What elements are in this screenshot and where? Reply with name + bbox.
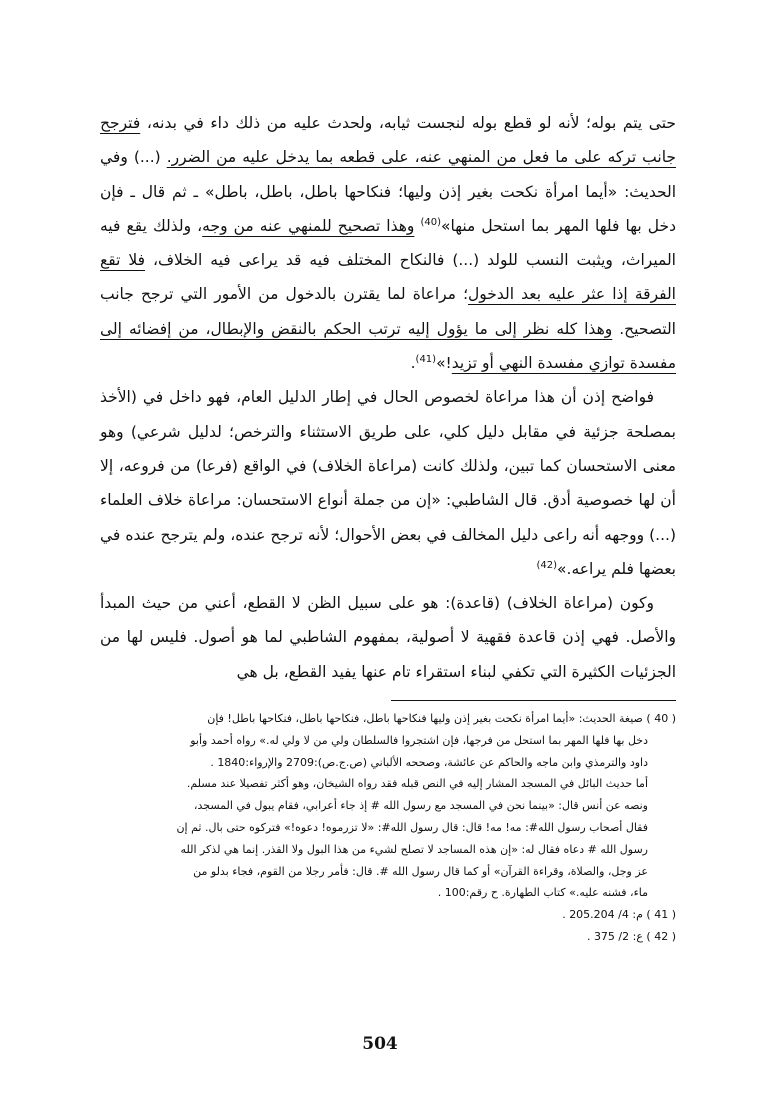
footnote-40-line-3: داود والترمذي وابن ماجه والحاكم عن عائشة، وصححه الألباني (ص.ج.ص):2709 والإرواء:1840 .	[210, 755, 648, 769]
text-segment: ؛ مراعاة لما يقترن بالدخول من الأمور التي ترجح جانب التصحيح.	[100, 285, 676, 338]
footnote-ref-40: (40)	[420, 216, 441, 228]
footnote-40-line-2: دخل بها فلها المهر بما استحل من فرجها، فإن اشتجروا فالسلطان ولي من لا ولي له.» رواه أحمد وأبو	[190, 733, 648, 747]
footnote-40-line-7: رسول الله # دعاه فقال له: «إن هذه المساجد لا تصلح لشيء من هذا البول ولا القذر. إنما هي لذكر الله	[180, 842, 648, 856]
footnote-42: ( 42 ) ع: 2/ 375 .	[586, 929, 676, 943]
footnote-41: ( 41 ) م: 4/ 205.204 .	[562, 908, 676, 922]
footnote-40-line-4: أما حديث البائل في المسجد المشار إليه في النص قبله فقد رواه الشيخان، وهو أكثر تفصيلا عند مسلم.	[186, 777, 648, 791]
footnote-40-line-5: ونصه عن أنس قال: «بينما نحن في المسجد مع رسول الله # إذ جاء أعرابي، فقام يبول في المسجد،	[193, 799, 648, 813]
footnotes	[110, 708, 676, 948]
underlined-segment: وهذا تصحيح للمنهي عنه من وجه	[202, 216, 415, 235]
text-segment: فواضح إذن أن هذا مراعاة لخصوص الحال في إطار الدليل العام، فهو داخل في (الأخذ بمصلحة جزئية في مقابل دليل كلي، على طريق الاستثناء والترخص؛ لدليل شرعي) وهو معنى الاستحسان كما تبين، ولذلك كانت (مراعاة الخلاف) في الواقع (فرعا) من فروعه، إلا أن لها خصوصية أدق. قال الشاطبي: «إن من جملة أنواع الاستحسان: مراعاة خلاف العلماء (...) ووجهه أنه راعى دليل المخالف في بعض الأحوال؛ لأنه ترجح عنده، ولم يترجح عنده في بعضها فلم يراعه.»	[100, 388, 676, 578]
footnote-ref-41: (41)	[415, 353, 437, 365]
text-segment: .	[410, 354, 416, 373]
text-segment: وكون (مراعاة الخلاف) (قاعدة): هو على سبيل الظن لا القطع، أعني من حيث المبدأ والأصل. فهي إذن قاعدة فقهية لا أصولية، بمفهوم الشاطبي لما هو أصول. فليس لها من الجزئيات الكثيرة التي تكفي لبناء استقراء تام عنها يفيد القطع، بل هي	[100, 594, 676, 681]
footnote-40	[110, 708, 676, 730]
text-segment: (...) وفي الحديث: «أيما امرأة نكحت بغير إذن وليها؛ فنكاحها باطل، باطل، باطل» ـ ثم قال ـ فإن دخل بها فلها المهر بما استحل منها»	[100, 148, 676, 235]
footnote-number: ( 40 )	[646, 712, 676, 725]
footnote-40-line-8: عز وجل، والصلاة، وقراءة القرآن» أو كما قال رسول الله #. قال: فأمر رجلا من القوم، فجاء بدلو من	[193, 864, 648, 878]
underlined-segment: فترجح جانب تركه على ما فعل من المنهي عنه، على قطعه بما يدخل عليه من الضرر.	[100, 114, 677, 167]
page-number: 504	[362, 1034, 398, 1054]
paragraph-2	[100, 380, 676, 586]
footnote-divider	[391, 700, 676, 701]
underlined-segment: وهذا كله نظر إلى ما يؤول إليه ترتب الحكم بالنقض والإبطال، من إفضائه إلى مفسدة توازي مفسدة النهي أو تزيد	[100, 319, 676, 373]
footnote-40-line-9: ماء، فشنه عليه.» كتاب الطهارة. ح رقم:100 .	[437, 886, 648, 900]
footnote-text: صيغة الحديث: «أيما امرأة نكحت بغير إذن وليها فنكاحها باطل، فنكاحها باطل، فنكاحها باطل! فإن	[207, 712, 643, 725]
underlined-segment: فلا تقع الفرقة إذا عثر عليه بعد الدخول	[100, 251, 676, 304]
paragraph-1	[100, 106, 676, 380]
main-text	[100, 106, 676, 689]
footnote-ref-42: (42)	[536, 559, 558, 571]
footnote-40-line-6: فقال أصحاب رسول الله#: مه! مه! قال: قال رسول الله#: «لا تزرموه! دعوه!» فتركوه حتى بال. ثم إن	[176, 820, 648, 834]
text-segment: حتى يتم بوله؛ لأنه لو قطع بوله لنجست ثيابه، ولحدث عليه من ذلك داء في بدنه،	[140, 114, 676, 132]
text-segment: ، ولذلك يقع فيه الميراث، ويثبت النسب للولد (...) فالنكاح المختلف فيه قد يراعى فيه الخلاف،	[100, 216, 676, 270]
paragraph-3	[100, 586, 676, 689]
text-segment: !»	[436, 354, 452, 373]
